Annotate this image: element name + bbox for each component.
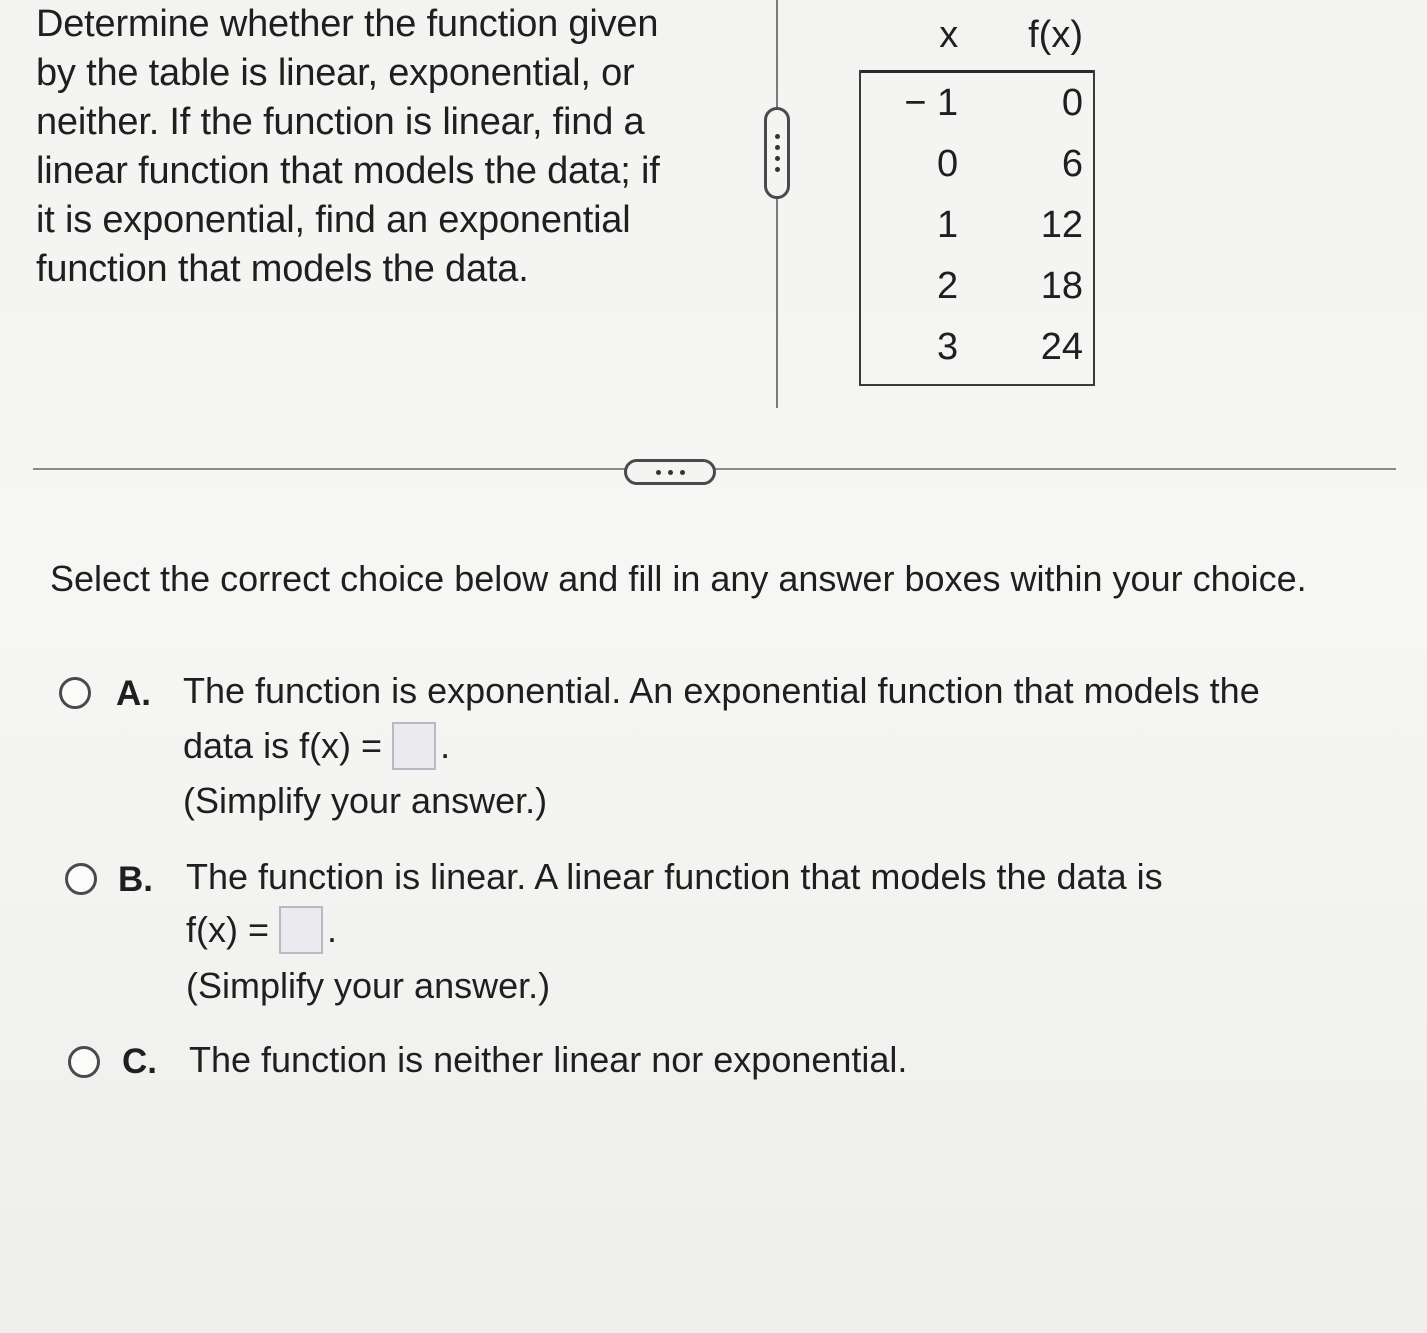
table-row (859, 72, 1093, 135)
choice-letter: C. (122, 1042, 157, 1081)
simplify-hint: (Simplify your answer.) (186, 965, 551, 1006)
cell-fx: 0 (1061, 82, 1083, 124)
handle-dot (775, 167, 780, 172)
choice-line-1: The function is neither linear nor exponential. (189, 1039, 908, 1080)
choice-hint (186, 965, 550, 1007)
handle-dot (775, 134, 780, 139)
answer-box-b[interactable] (279, 906, 323, 954)
function-table (859, 0, 1093, 378)
choice-letter: B. (118, 860, 153, 899)
radio-choice-c[interactable] (68, 1046, 100, 1078)
choice-line-2-suffix: . (327, 909, 338, 950)
choice-line-2: f(x) = (186, 909, 270, 950)
question-line: it is exponential, find an exponential (36, 199, 631, 241)
choice-letter: A. (116, 674, 151, 713)
handle-dot (775, 145, 780, 150)
vertical-splitter-handle[interactable] (764, 107, 790, 199)
horizontal-splitter-handle[interactable] (624, 459, 716, 485)
question-line: function that models the data. (36, 248, 529, 290)
table-row (859, 256, 1093, 317)
cell-x: − 1 (904, 82, 959, 124)
table-header-row (859, 0, 1093, 72)
column-header-fx: f(x) (968, 0, 1093, 72)
answer-box-a[interactable] (392, 722, 436, 770)
handle-dot (680, 470, 685, 475)
cell-fx: 6 (1061, 143, 1083, 185)
choice-text (186, 856, 1163, 898)
cell-fx: 12 (1040, 204, 1083, 246)
cell-x: 1 (937, 204, 959, 246)
vertical-splitter[interactable] (776, 0, 778, 408)
table-row (859, 195, 1093, 256)
handle-dot (656, 470, 661, 475)
choice-line-1: The function is linear. A linear function that models the data is (186, 856, 1163, 897)
choice-line-2-suffix: . (440, 725, 451, 766)
column-header-x: x (859, 0, 968, 72)
cell-fx: 24 (1040, 326, 1083, 368)
table-row (859, 134, 1093, 195)
handle-dot (775, 156, 780, 161)
data-table (859, 0, 1093, 378)
question-line: by the table is linear, exponential, or (36, 52, 635, 94)
choice-answer-line (183, 722, 450, 770)
question-line: Determine whether the function given (36, 3, 659, 45)
choice-line-2: data is f(x) = (183, 725, 383, 766)
radio-choice-b[interactable] (65, 863, 97, 895)
radio-choice-a[interactable] (59, 677, 91, 709)
choice-text (183, 670, 1260, 712)
choice-answer-line (186, 906, 337, 954)
choice-line-1: The function is exponential. An exponential function that models the (183, 670, 1260, 711)
handle-dot (668, 470, 673, 475)
question-line: linear function that models the data; if (36, 150, 660, 192)
question-text (36, 0, 696, 294)
cell-x: 0 (937, 143, 959, 185)
cell-fx: 18 (1040, 265, 1083, 307)
table-row (859, 317, 1093, 378)
instruction-text: Select the correct choice below and fill in any answer boxes within your choice. (50, 558, 1307, 599)
choice-text (189, 1039, 907, 1081)
question-line: neither. If the function is linear, find a (36, 101, 645, 143)
cell-x: 2 (937, 265, 959, 307)
simplify-hint: (Simplify your answer.) (183, 780, 548, 821)
cell-x: 3 (937, 326, 959, 368)
choice-hint (183, 780, 547, 822)
